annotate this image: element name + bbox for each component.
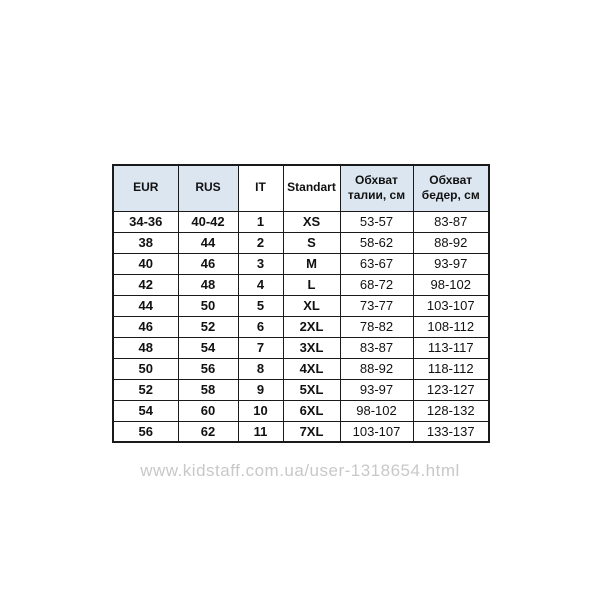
cell: 9 <box>238 379 283 400</box>
cell: 5 <box>238 295 283 316</box>
cell: 50 <box>113 358 178 379</box>
cell: 44 <box>178 232 238 253</box>
cell: 52 <box>178 316 238 337</box>
cell: M <box>283 253 340 274</box>
table-row <box>113 358 489 379</box>
column-header: IT <box>238 165 283 211</box>
watermark-url-text: www.kidstaff.com.ua/user-1318654.html <box>140 461 460 480</box>
cell: 73-77 <box>340 295 413 316</box>
table-body <box>113 211 489 442</box>
cell: 54 <box>113 400 178 421</box>
cell: 3 <box>238 253 283 274</box>
column-header: Standart <box>283 165 340 211</box>
cell: 44 <box>113 295 178 316</box>
cell: 88-92 <box>413 232 489 253</box>
cell: 98-102 <box>340 400 413 421</box>
cell: 118-112 <box>413 358 489 379</box>
cell: 50 <box>178 295 238 316</box>
table-row <box>113 316 489 337</box>
table-row <box>113 211 489 232</box>
column-header: Обхват бедер, см <box>413 165 489 211</box>
header-row <box>113 165 489 211</box>
cell: 83-87 <box>340 337 413 358</box>
cell: 56 <box>113 421 178 442</box>
cell: S <box>283 232 340 253</box>
cell: 4 <box>238 274 283 295</box>
cell: 6XL <box>283 400 340 421</box>
table-row <box>113 421 489 442</box>
table-row <box>113 274 489 295</box>
cell: 88-92 <box>340 358 413 379</box>
cell: 123-127 <box>413 379 489 400</box>
cell: 58-62 <box>340 232 413 253</box>
column-header: Обхват талии, см <box>340 165 413 211</box>
cell: 7XL <box>283 421 340 442</box>
cell: XL <box>283 295 340 316</box>
cell: 56 <box>178 358 238 379</box>
cell: 40-42 <box>178 211 238 232</box>
cell: L <box>283 274 340 295</box>
cell: 93-97 <box>340 379 413 400</box>
cell: 103-107 <box>340 421 413 442</box>
cell: 6 <box>238 316 283 337</box>
column-header: EUR <box>113 165 178 211</box>
cell: 60 <box>178 400 238 421</box>
cell: 46 <box>178 253 238 274</box>
cell: 58 <box>178 379 238 400</box>
cell: 4XL <box>283 358 340 379</box>
cell: 52 <box>113 379 178 400</box>
table-row <box>113 253 489 274</box>
cell: 63-67 <box>340 253 413 274</box>
cell: 83-87 <box>413 211 489 232</box>
cell: 2 <box>238 232 283 253</box>
cell: XS <box>283 211 340 232</box>
cell: 113-117 <box>413 337 489 358</box>
cell: 2XL <box>283 316 340 337</box>
table-row <box>113 400 489 421</box>
cell: 34-36 <box>113 211 178 232</box>
cell: 98-102 <box>413 274 489 295</box>
cell: 103-107 <box>413 295 489 316</box>
size-conversion-table <box>112 164 490 443</box>
cell: 68-72 <box>340 274 413 295</box>
cell: 133-137 <box>413 421 489 442</box>
table-header <box>113 165 489 211</box>
cell: 78-82 <box>340 316 413 337</box>
column-header: RUS <box>178 165 238 211</box>
cell: 46 <box>113 316 178 337</box>
cell: 54 <box>178 337 238 358</box>
cell: 7 <box>238 337 283 358</box>
cell: 53-57 <box>340 211 413 232</box>
cell: 3XL <box>283 337 340 358</box>
table-row <box>113 232 489 253</box>
table-row <box>113 337 489 358</box>
cell: 38 <box>113 232 178 253</box>
cell: 42 <box>113 274 178 295</box>
cell: 1 <box>238 211 283 232</box>
cell: 93-97 <box>413 253 489 274</box>
cell: 108-112 <box>413 316 489 337</box>
cell: 48 <box>178 274 238 295</box>
cell: 8 <box>238 358 283 379</box>
cell: 128-132 <box>413 400 489 421</box>
table-row <box>113 379 489 400</box>
cell: 62 <box>178 421 238 442</box>
cell: 40 <box>113 253 178 274</box>
cell: 48 <box>113 337 178 358</box>
cell: 5XL <box>283 379 340 400</box>
cell: 10 <box>238 400 283 421</box>
cell: 11 <box>238 421 283 442</box>
table-row <box>113 295 489 316</box>
